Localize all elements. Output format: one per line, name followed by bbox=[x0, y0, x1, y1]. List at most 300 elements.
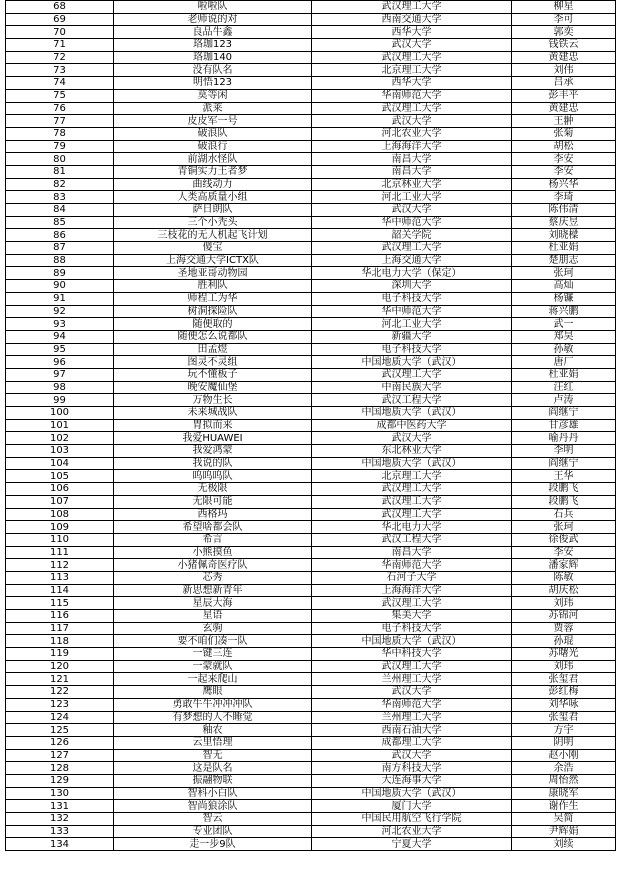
row-number: 133 bbox=[6, 825, 114, 838]
advisor-name: 甘彦雄 bbox=[512, 419, 616, 432]
table-row bbox=[6, 711, 616, 724]
table-row bbox=[6, 813, 616, 826]
table-row bbox=[6, 26, 616, 39]
table-row bbox=[6, 39, 616, 52]
table-row bbox=[6, 457, 616, 470]
advisor-name: 康晓军 bbox=[512, 787, 616, 800]
advisor-name: 李安 bbox=[512, 153, 616, 166]
school-name: 武汉大学 bbox=[312, 204, 512, 217]
team-name: 釉农 bbox=[114, 724, 312, 737]
team-name: 皮皮军一号 bbox=[114, 115, 312, 128]
team-name: 上海交通大学ICTX队 bbox=[114, 254, 312, 267]
advisor-name: 孙敏 bbox=[512, 343, 616, 356]
team-name: 智云 bbox=[114, 813, 312, 826]
school-name: 中国地质大学（武汉） bbox=[312, 356, 512, 369]
team-name: 青铜实力王者梦 bbox=[114, 165, 312, 178]
row-number: 90 bbox=[6, 280, 114, 293]
school-name: 武汉工程大学 bbox=[312, 394, 512, 407]
row-number: 94 bbox=[6, 330, 114, 343]
row-number: 125 bbox=[6, 724, 114, 737]
table-row bbox=[6, 13, 616, 26]
advisor-name: 阎继宁 bbox=[512, 407, 616, 420]
row-number: 108 bbox=[6, 508, 114, 521]
row-number: 83 bbox=[6, 191, 114, 204]
table-row bbox=[6, 127, 616, 140]
row-number: 110 bbox=[6, 533, 114, 546]
school-name: 集美大学 bbox=[312, 610, 512, 623]
school-name: 中国地质大学（武汉） bbox=[312, 635, 512, 648]
advisor-name: 刘玮 bbox=[512, 660, 616, 673]
school-name: 武汉大学 bbox=[312, 39, 512, 52]
team-name: 我说的队 bbox=[114, 457, 312, 470]
advisor-name: 陈敏 bbox=[512, 571, 616, 584]
team-name: 这是队名 bbox=[114, 762, 312, 775]
team-name: 智无 bbox=[114, 749, 312, 762]
team-name: 芯秀 bbox=[114, 571, 312, 584]
advisor-name: 陈伟清 bbox=[512, 204, 616, 217]
table-row bbox=[6, 508, 616, 521]
row-number: 106 bbox=[6, 483, 114, 496]
row-number: 114 bbox=[6, 584, 114, 597]
advisor-name: 杜亚娟 bbox=[512, 368, 616, 381]
table-row bbox=[6, 381, 616, 394]
team-name: 万物生长 bbox=[114, 394, 312, 407]
advisor-name: 李明 bbox=[512, 445, 616, 458]
advisor-name: 高灿 bbox=[512, 280, 616, 293]
table-row bbox=[6, 115, 616, 128]
school-name: 武汉理工大学 bbox=[312, 1, 512, 14]
team-name: 圣地亚哥动物园 bbox=[114, 267, 312, 280]
table-row bbox=[6, 51, 616, 64]
table-row bbox=[6, 102, 616, 115]
team-name: 专业团队 bbox=[114, 825, 312, 838]
school-name: 中国地质大学（武汉） bbox=[312, 457, 512, 470]
advisor-name: 唐厂 bbox=[512, 356, 616, 369]
advisor-name: 尹辉娟 bbox=[512, 825, 616, 838]
advisor-name: 谢作生 bbox=[512, 800, 616, 813]
school-name: 大连海事大学 bbox=[312, 774, 512, 787]
advisor-name: 徐俊武 bbox=[512, 533, 616, 546]
table-row bbox=[6, 140, 616, 153]
team-name: 三个小秃头 bbox=[114, 216, 312, 229]
advisor-name: 李可 bbox=[512, 13, 616, 26]
team-name: 随便取的 bbox=[114, 318, 312, 331]
school-name: 厦门大学 bbox=[312, 800, 512, 813]
school-name: 河北工业大学 bbox=[312, 318, 512, 331]
team-name: 一起来爬山 bbox=[114, 673, 312, 686]
school-name: 华中师范大学 bbox=[312, 305, 512, 318]
team-name: 珞珈123 bbox=[114, 39, 312, 52]
school-name: 华南师范大学 bbox=[312, 89, 512, 102]
advisor-name: 方宇 bbox=[512, 724, 616, 737]
advisor-name: 石兵 bbox=[512, 508, 616, 521]
school-name: 华北电力大学（保定） bbox=[312, 267, 512, 280]
advisor-name: 张珂 bbox=[512, 521, 616, 534]
table-row bbox=[6, 533, 616, 546]
school-name: 武汉理工大学 bbox=[312, 51, 512, 64]
advisor-name: 阎继宁 bbox=[512, 457, 616, 470]
row-number: 84 bbox=[6, 204, 114, 217]
row-number: 91 bbox=[6, 292, 114, 305]
advisor-name: 贾蓉 bbox=[512, 622, 616, 635]
team-name: 老师说的对 bbox=[114, 13, 312, 26]
school-name: 河北工业大学 bbox=[312, 191, 512, 204]
table-row bbox=[6, 216, 616, 229]
row-number: 112 bbox=[6, 559, 114, 572]
row-number: 99 bbox=[6, 394, 114, 407]
row-number: 104 bbox=[6, 457, 114, 470]
table-row bbox=[6, 648, 616, 661]
team-name: 图灵不灵组 bbox=[114, 356, 312, 369]
team-name: 西格玛 bbox=[114, 508, 312, 521]
school-name: 武汉理工大学 bbox=[312, 508, 512, 521]
row-number: 132 bbox=[6, 813, 114, 826]
advisor-name: 阴明 bbox=[512, 736, 616, 749]
team-name: 振翮物联 bbox=[114, 774, 312, 787]
row-number: 105 bbox=[6, 470, 114, 483]
school-name: 武汉理工大学 bbox=[312, 242, 512, 255]
school-name: 成都中医药大学 bbox=[312, 419, 512, 432]
school-name: 电子科技大学 bbox=[312, 622, 512, 635]
school-name: 武汉理工大学 bbox=[312, 597, 512, 610]
row-number: 97 bbox=[6, 368, 114, 381]
advisor-name: 张珂 bbox=[512, 267, 616, 280]
row-number: 76 bbox=[6, 102, 114, 115]
school-name: 华南师范大学 bbox=[312, 559, 512, 572]
row-number: 95 bbox=[6, 343, 114, 356]
team-name: 未来城战队 bbox=[114, 407, 312, 420]
table-row bbox=[6, 229, 616, 242]
table-row bbox=[6, 191, 616, 204]
team-name: 破浪行 bbox=[114, 140, 312, 153]
school-name: 北京理工大学 bbox=[312, 64, 512, 77]
advisor-name: 赵小刚 bbox=[512, 749, 616, 762]
advisor-name: 胡松 bbox=[512, 140, 616, 153]
row-number: 100 bbox=[6, 407, 114, 420]
advisor-name: 武一 bbox=[512, 318, 616, 331]
table-row bbox=[6, 660, 616, 673]
advisor-name: 段鹏飞 bbox=[512, 495, 616, 508]
advisor-name: 张玺君 bbox=[512, 673, 616, 686]
row-number: 111 bbox=[6, 546, 114, 559]
team-name: 啦啦队 bbox=[114, 1, 312, 14]
table-row bbox=[6, 432, 616, 445]
school-name: 兰州理工大学 bbox=[312, 673, 512, 686]
table-row bbox=[6, 292, 616, 305]
school-name: 兰州理工大学 bbox=[312, 711, 512, 724]
advisor-name: 郑昊 bbox=[512, 330, 616, 343]
advisor-name: 黄建忠 bbox=[512, 51, 616, 64]
team-table bbox=[5, 0, 616, 851]
school-name: 河北农业大学 bbox=[312, 825, 512, 838]
table-row bbox=[6, 1, 616, 14]
school-name: 武汉大学 bbox=[312, 115, 512, 128]
team-name: 萨日朗队 bbox=[114, 204, 312, 217]
team-name: 晚安魔仙堡 bbox=[114, 381, 312, 394]
team-name: 莫等闲 bbox=[114, 89, 312, 102]
school-name: 武汉理工大学 bbox=[312, 495, 512, 508]
team-name: 没有队名 bbox=[114, 64, 312, 77]
table-row bbox=[6, 521, 616, 534]
row-number: 98 bbox=[6, 381, 114, 394]
school-name: 西华大学 bbox=[312, 77, 512, 90]
table-row bbox=[6, 470, 616, 483]
team-name: 星语 bbox=[114, 610, 312, 623]
advisor-name: 柳星 bbox=[512, 1, 616, 14]
table-row bbox=[6, 368, 616, 381]
team-name: 胜利队 bbox=[114, 280, 312, 293]
school-name: 武汉工程大学 bbox=[312, 533, 512, 546]
table-row bbox=[6, 800, 616, 813]
school-name: 武汉大学 bbox=[312, 686, 512, 699]
row-number: 85 bbox=[6, 216, 114, 229]
team-name: 一蒙就队 bbox=[114, 660, 312, 673]
row-number: 118 bbox=[6, 635, 114, 648]
advisor-name: 蒋兴鹏 bbox=[512, 305, 616, 318]
table-row bbox=[6, 571, 616, 584]
row-number: 69 bbox=[6, 13, 114, 26]
advisor-name: 黄建忠 bbox=[512, 102, 616, 115]
school-name: 新疆大学 bbox=[312, 330, 512, 343]
table-row bbox=[6, 242, 616, 255]
table-row bbox=[6, 610, 616, 623]
row-number: 96 bbox=[6, 356, 114, 369]
advisor-name: 王华 bbox=[512, 470, 616, 483]
school-name: 石河子大学 bbox=[312, 571, 512, 584]
team-name: 树洞探险队 bbox=[114, 305, 312, 318]
row-number: 119 bbox=[6, 648, 114, 661]
row-number: 68 bbox=[6, 1, 114, 14]
row-number: 130 bbox=[6, 787, 114, 800]
row-number: 107 bbox=[6, 495, 114, 508]
school-name: 华南师范大学 bbox=[312, 698, 512, 711]
row-number: 131 bbox=[6, 800, 114, 813]
advisor-name: 周怡然 bbox=[512, 774, 616, 787]
row-number: 93 bbox=[6, 318, 114, 331]
school-name: 上海海洋大学 bbox=[312, 140, 512, 153]
advisor-name: 刘伟 bbox=[512, 64, 616, 77]
row-number: 128 bbox=[6, 762, 114, 775]
school-name: 电子科技大学 bbox=[312, 343, 512, 356]
table-row bbox=[6, 407, 616, 420]
advisor-name: 彭红梅 bbox=[512, 686, 616, 699]
school-name: 韶关学院 bbox=[312, 229, 512, 242]
table-row bbox=[6, 165, 616, 178]
team-name: 人类高质量小组 bbox=[114, 191, 312, 204]
school-name: 电子科技大学 bbox=[312, 292, 512, 305]
row-number: 73 bbox=[6, 64, 114, 77]
row-number: 124 bbox=[6, 711, 114, 724]
advisor-name: 卢涛 bbox=[512, 394, 616, 407]
school-name: 西南石油大学 bbox=[312, 724, 512, 737]
advisor-name: 郭奕 bbox=[512, 26, 616, 39]
school-name: 东北林业大学 bbox=[312, 445, 512, 458]
table-row bbox=[6, 686, 616, 699]
school-name: 北京林业大学 bbox=[312, 178, 512, 191]
school-name: 武汉理工大学 bbox=[312, 368, 512, 381]
row-number: 123 bbox=[6, 698, 114, 711]
row-number: 122 bbox=[6, 686, 114, 699]
row-number: 109 bbox=[6, 521, 114, 534]
advisor-name: 张菊 bbox=[512, 127, 616, 140]
school-name: 南昌大学 bbox=[312, 546, 512, 559]
team-name: 师程工为华 bbox=[114, 292, 312, 305]
table-row bbox=[6, 305, 616, 318]
advisor-name: 彭丰平 bbox=[512, 89, 616, 102]
team-name: 呜呜呜队 bbox=[114, 470, 312, 483]
row-number: 80 bbox=[6, 153, 114, 166]
table-row bbox=[6, 762, 616, 775]
table-row bbox=[6, 394, 616, 407]
team-name: 明悟123 bbox=[114, 77, 312, 90]
row-number: 86 bbox=[6, 229, 114, 242]
school-name: 中国地质大学（武汉） bbox=[312, 787, 512, 800]
table-row bbox=[6, 673, 616, 686]
school-name: 北京理工大学 bbox=[312, 470, 512, 483]
table-row bbox=[6, 749, 616, 762]
row-number: 121 bbox=[6, 673, 114, 686]
team-name: 田孟煜 bbox=[114, 343, 312, 356]
school-name: 华中师范大学 bbox=[312, 216, 512, 229]
advisor-name: 张玺君 bbox=[512, 711, 616, 724]
row-number: 117 bbox=[6, 622, 114, 635]
table-row bbox=[6, 495, 616, 508]
row-number: 113 bbox=[6, 571, 114, 584]
school-name: 深圳大学 bbox=[312, 280, 512, 293]
table-row bbox=[6, 64, 616, 77]
team-name: 玩不懂板子 bbox=[114, 368, 312, 381]
table-row bbox=[6, 635, 616, 648]
team-name: 智尚狼涂队 bbox=[114, 800, 312, 813]
row-number: 89 bbox=[6, 267, 114, 280]
table-row bbox=[6, 89, 616, 102]
table-row bbox=[6, 318, 616, 331]
table-row bbox=[6, 153, 616, 166]
row-number: 74 bbox=[6, 77, 114, 90]
school-name: 武汉大学 bbox=[312, 749, 512, 762]
table-row bbox=[6, 483, 616, 496]
team-name: 无限可能 bbox=[114, 495, 312, 508]
advisor-name: 喻丹丹 bbox=[512, 432, 616, 445]
team-name: 我爱鸿蒙 bbox=[114, 445, 312, 458]
table-row bbox=[6, 787, 616, 800]
table-row bbox=[6, 584, 616, 597]
school-name: 上海交通大学 bbox=[312, 254, 512, 267]
table-row bbox=[6, 356, 616, 369]
team-name: 无极限 bbox=[114, 483, 312, 496]
row-number: 102 bbox=[6, 432, 114, 445]
school-name: 成都理工大学 bbox=[312, 736, 512, 749]
team-name: 玄驹 bbox=[114, 622, 312, 635]
advisor-name: 潘家辉 bbox=[512, 559, 616, 572]
school-name: 宁夏大学 bbox=[312, 838, 512, 851]
team-name: 智科小白队 bbox=[114, 787, 312, 800]
team-name: 良品牛鑫 bbox=[114, 26, 312, 39]
table-row bbox=[6, 838, 616, 851]
row-number: 88 bbox=[6, 254, 114, 267]
school-name: 南方科技大学 bbox=[312, 762, 512, 775]
school-name: 华中科技大学 bbox=[312, 648, 512, 661]
row-number: 72 bbox=[6, 51, 114, 64]
team-name: 曲线动力 bbox=[114, 178, 312, 191]
advisor-name: 李安 bbox=[512, 546, 616, 559]
advisor-name: 蔡庆昱 bbox=[512, 216, 616, 229]
table-row bbox=[6, 330, 616, 343]
advisor-name: 刘玮 bbox=[512, 597, 616, 610]
team-name: 三枝花的无人机起飞计划 bbox=[114, 229, 312, 242]
school-name: 武汉理工大学 bbox=[312, 102, 512, 115]
advisor-name: 刘晓樑 bbox=[512, 229, 616, 242]
team-name: 勇敢牛牛冲冲冲队 bbox=[114, 698, 312, 711]
team-name: 云里悟理 bbox=[114, 736, 312, 749]
table-row bbox=[6, 774, 616, 787]
table-row bbox=[6, 254, 616, 267]
team-name: 走一步9队 bbox=[114, 838, 312, 851]
team-name: 小猪佩奇医疗队 bbox=[114, 559, 312, 572]
school-name: 西南交通大学 bbox=[312, 13, 512, 26]
school-name: 上海海洋大学 bbox=[312, 584, 512, 597]
table-row bbox=[6, 204, 616, 217]
team-name: 希望啥都会队 bbox=[114, 521, 312, 534]
row-number: 78 bbox=[6, 127, 114, 140]
advisor-name: 苏锦河 bbox=[512, 610, 616, 623]
team-name: 珞珈140 bbox=[114, 51, 312, 64]
team-name: 派莱 bbox=[114, 102, 312, 115]
table-row bbox=[6, 597, 616, 610]
team-name: 随便怎么说都队 bbox=[114, 330, 312, 343]
advisor-name: 杨兴华 bbox=[512, 178, 616, 191]
advisor-name: 余浩 bbox=[512, 762, 616, 775]
team-table-body bbox=[6, 1, 616, 851]
row-number: 101 bbox=[6, 419, 114, 432]
row-number: 129 bbox=[6, 774, 114, 787]
row-number: 115 bbox=[6, 597, 114, 610]
school-name: 中南民族大学 bbox=[312, 381, 512, 394]
table-row bbox=[6, 825, 616, 838]
row-number: 71 bbox=[6, 39, 114, 52]
team-name: 前湖水怪队 bbox=[114, 153, 312, 166]
team-name: 有梦想的人不睡觉 bbox=[114, 711, 312, 724]
table-row bbox=[6, 178, 616, 191]
row-number: 103 bbox=[6, 445, 114, 458]
team-name: 一键三连 bbox=[114, 648, 312, 661]
table-row bbox=[6, 280, 616, 293]
advisor-name: 王翀 bbox=[512, 115, 616, 128]
row-number: 81 bbox=[6, 165, 114, 178]
team-name: 要不咱们凑一队 bbox=[114, 635, 312, 648]
row-number: 77 bbox=[6, 115, 114, 128]
table-row bbox=[6, 622, 616, 635]
table-row bbox=[6, 736, 616, 749]
row-number: 70 bbox=[6, 26, 114, 39]
school-name: 西华大学 bbox=[312, 26, 512, 39]
table-row bbox=[6, 77, 616, 90]
row-number: 79 bbox=[6, 140, 114, 153]
advisor-name: 杜亚娟 bbox=[512, 242, 616, 255]
table-row bbox=[6, 343, 616, 356]
school-name: 武汉大学 bbox=[312, 432, 512, 445]
row-number: 126 bbox=[6, 736, 114, 749]
team-name: 小熊摸鱼 bbox=[114, 546, 312, 559]
advisor-name: 段鹏飞 bbox=[512, 483, 616, 496]
row-number: 116 bbox=[6, 610, 114, 623]
advisor-name: 苏曙光 bbox=[512, 648, 616, 661]
advisor-name: 孙琨 bbox=[512, 635, 616, 648]
school-name: 南昌大学 bbox=[312, 153, 512, 166]
team-name: 新思想新青年 bbox=[114, 584, 312, 597]
team-name: 胃拟而来 bbox=[114, 419, 312, 432]
table-row bbox=[6, 724, 616, 737]
